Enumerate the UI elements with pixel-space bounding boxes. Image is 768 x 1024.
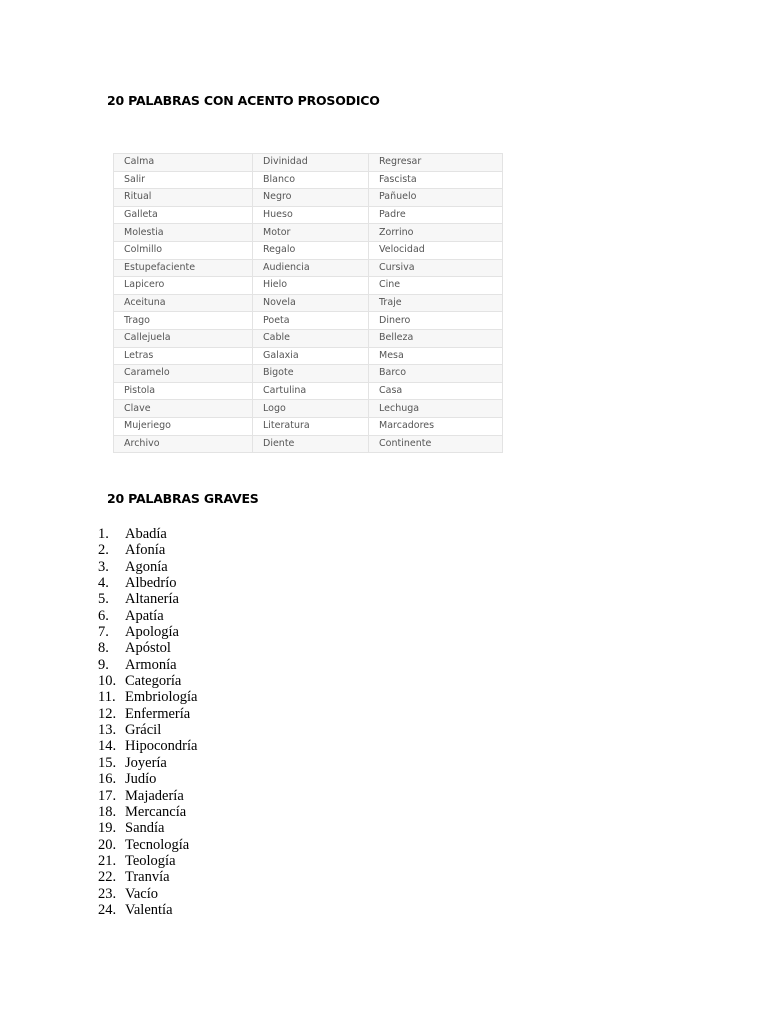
table-cell: Hielo	[253, 277, 369, 295]
table-row	[114, 224, 503, 242]
table-row	[114, 206, 503, 224]
list-item-number: 1.	[98, 526, 109, 542]
list-item-number: 24.	[98, 901, 117, 918]
list-item-word: Enfermería	[125, 705, 191, 722]
list-item	[98, 755, 198, 771]
list-item	[98, 575, 198, 591]
list-item-word: Categoría	[125, 673, 182, 690]
table-cell: Dinero	[369, 312, 503, 330]
table-cell: Ritual	[114, 189, 253, 207]
list-item-word: Grácil	[125, 722, 162, 739]
graves-words-heading: 20 PALABRAS GRAVES	[107, 491, 259, 506]
list-item-word: Valentía	[125, 901, 173, 918]
list-item-number: 15.	[98, 754, 117, 771]
list-item-number: 5.	[98, 591, 109, 608]
list-item-word: Judío	[125, 771, 157, 788]
table-cell: Blanco	[253, 171, 369, 189]
table-cell: Regresar	[369, 154, 503, 172]
list-item-word: Majadería	[125, 787, 184, 804]
table-row	[114, 417, 503, 435]
list-item-number: 3.	[98, 558, 109, 575]
table-row	[114, 241, 503, 259]
table-cell: Bigote	[253, 365, 369, 383]
table-cell: Cursiva	[369, 259, 503, 277]
list-item-number: 10.	[98, 673, 117, 690]
list-item-number: 9.	[98, 656, 109, 673]
list-item-number: 14.	[98, 738, 117, 755]
table-row	[114, 312, 503, 330]
list-item-number: 16.	[98, 771, 117, 788]
list-item-word: Altanería	[125, 591, 179, 608]
list-item-number: 8.	[98, 640, 109, 657]
list-item	[98, 722, 198, 738]
list-item-word: Armonía	[125, 656, 177, 673]
table-cell: Audiencia	[253, 259, 369, 277]
list-item-number: 20.	[98, 836, 117, 853]
list-item-word: Sandía	[125, 820, 165, 837]
list-item-word: Teología	[125, 852, 176, 869]
list-item-number: 18.	[98, 803, 117, 820]
table-cell: Poeta	[253, 312, 369, 330]
list-item-word: Hipocondría	[125, 738, 198, 755]
table-cell: Archivo	[114, 435, 253, 453]
table-cell: Velocidad	[369, 241, 503, 259]
table-row	[114, 189, 503, 207]
table-cell: Clave	[114, 400, 253, 418]
table-cell: Lapicero	[114, 277, 253, 295]
table-cell: Literatura	[253, 417, 369, 435]
list-item-word: Albedrío	[125, 575, 177, 592]
table-cell: Divinidad	[253, 154, 369, 172]
list-item	[98, 837, 198, 853]
list-item	[98, 542, 198, 558]
table-cell: Galleta	[114, 206, 253, 224]
table-cell: Caramelo	[114, 365, 253, 383]
list-item-word: Joyería	[125, 754, 167, 771]
list-item-word: Tecnología	[125, 836, 190, 853]
list-item-number: 6.	[98, 607, 109, 624]
table-cell: Traje	[369, 294, 503, 312]
table-cell: Casa	[369, 382, 503, 400]
list-item	[98, 771, 198, 787]
table-cell: Continente	[369, 435, 503, 453]
table-cell: Salir	[114, 171, 253, 189]
table-row	[114, 329, 503, 347]
list-item	[98, 526, 198, 542]
list-item-number: 12.	[98, 705, 117, 722]
table-row	[114, 294, 503, 312]
list-item-word: Mercancía	[125, 803, 187, 820]
table-row	[114, 365, 503, 383]
list-item-word: Apatía	[125, 607, 164, 624]
table-cell: Diente	[253, 435, 369, 453]
table-cell: Calma	[114, 154, 253, 172]
list-item-word: Apología	[125, 624, 179, 641]
table-cell: Cartulina	[253, 382, 369, 400]
list-item-number: 17.	[98, 787, 117, 804]
table-row	[114, 277, 503, 295]
list-item	[98, 804, 198, 820]
list-item-word: Apóstol	[125, 640, 171, 657]
table-row	[114, 435, 503, 453]
list-item-number: 11.	[98, 689, 116, 706]
table-cell: Zorrino	[369, 224, 503, 242]
table-cell: Hueso	[253, 206, 369, 224]
list-item	[98, 869, 198, 885]
list-item	[98, 886, 198, 902]
list-item	[98, 820, 198, 836]
list-item	[98, 788, 198, 804]
list-item	[98, 559, 198, 575]
list-item-word: Embriología	[125, 689, 198, 706]
table-cell: Negro	[253, 189, 369, 207]
table-cell: Colmillo	[114, 241, 253, 259]
table-cell: Regalo	[253, 241, 369, 259]
table-cell: Novela	[253, 294, 369, 312]
list-item-number: 21.	[98, 852, 117, 869]
table-cell: Trago	[114, 312, 253, 330]
table-cell: Motor	[253, 224, 369, 242]
table-cell: Mesa	[369, 347, 503, 365]
list-item-number: 19.	[98, 820, 117, 837]
prosodic-words-table-body	[114, 154, 503, 453]
list-item	[98, 902, 198, 918]
list-item-number: 2.	[98, 542, 109, 559]
list-item-word: Vacío	[125, 885, 159, 902]
table-cell: Estupefaciente	[114, 259, 253, 277]
list-item-word: Afonía	[125, 542, 166, 559]
graves-words-list	[98, 526, 198, 918]
list-item	[98, 640, 198, 656]
list-item-number: 7.	[98, 624, 109, 641]
list-item-number: 4.	[98, 575, 109, 592]
list-item	[98, 624, 198, 640]
prosodic-words-table	[113, 153, 503, 453]
table-cell: Barco	[369, 365, 503, 383]
table-cell: Mujeriego	[114, 417, 253, 435]
table-cell: Lechuga	[369, 400, 503, 418]
list-item-number: 22.	[98, 869, 117, 886]
list-item-word: Tranvía	[125, 869, 170, 886]
list-item	[98, 673, 198, 689]
table-row	[114, 400, 503, 418]
table-cell: Belleza	[369, 329, 503, 347]
table-row	[114, 171, 503, 189]
list-item	[98, 689, 198, 705]
list-item	[98, 608, 198, 624]
list-item	[98, 853, 198, 869]
table-cell: Padre	[369, 206, 503, 224]
table-cell: Letras	[114, 347, 253, 365]
table-cell: Cable	[253, 329, 369, 347]
list-item	[98, 706, 198, 722]
table-cell: Galaxia	[253, 347, 369, 365]
table-row	[114, 154, 503, 172]
table-row	[114, 259, 503, 277]
list-item-number: 23.	[98, 885, 117, 902]
table-row	[114, 347, 503, 365]
table-cell: Molestia	[114, 224, 253, 242]
table-cell: Logo	[253, 400, 369, 418]
list-item-word: Abadía	[125, 526, 167, 542]
list-item	[98, 591, 198, 607]
table-cell: Callejuela	[114, 329, 253, 347]
table-cell: Marcadores	[369, 417, 503, 435]
table-cell: Aceituna	[114, 294, 253, 312]
list-item-number: 13.	[98, 722, 117, 739]
prosodic-accent-heading: 20 PALABRAS CON ACENTO PROSODICO	[107, 93, 380, 108]
table-cell: Pistola	[114, 382, 253, 400]
list-item-word: Agonía	[125, 558, 168, 575]
list-item	[98, 738, 198, 754]
table-cell: Cine	[369, 277, 503, 295]
table-row	[114, 382, 503, 400]
list-item	[98, 657, 198, 673]
table-cell: Pañuelo	[369, 189, 503, 207]
table-cell: Fascista	[369, 171, 503, 189]
